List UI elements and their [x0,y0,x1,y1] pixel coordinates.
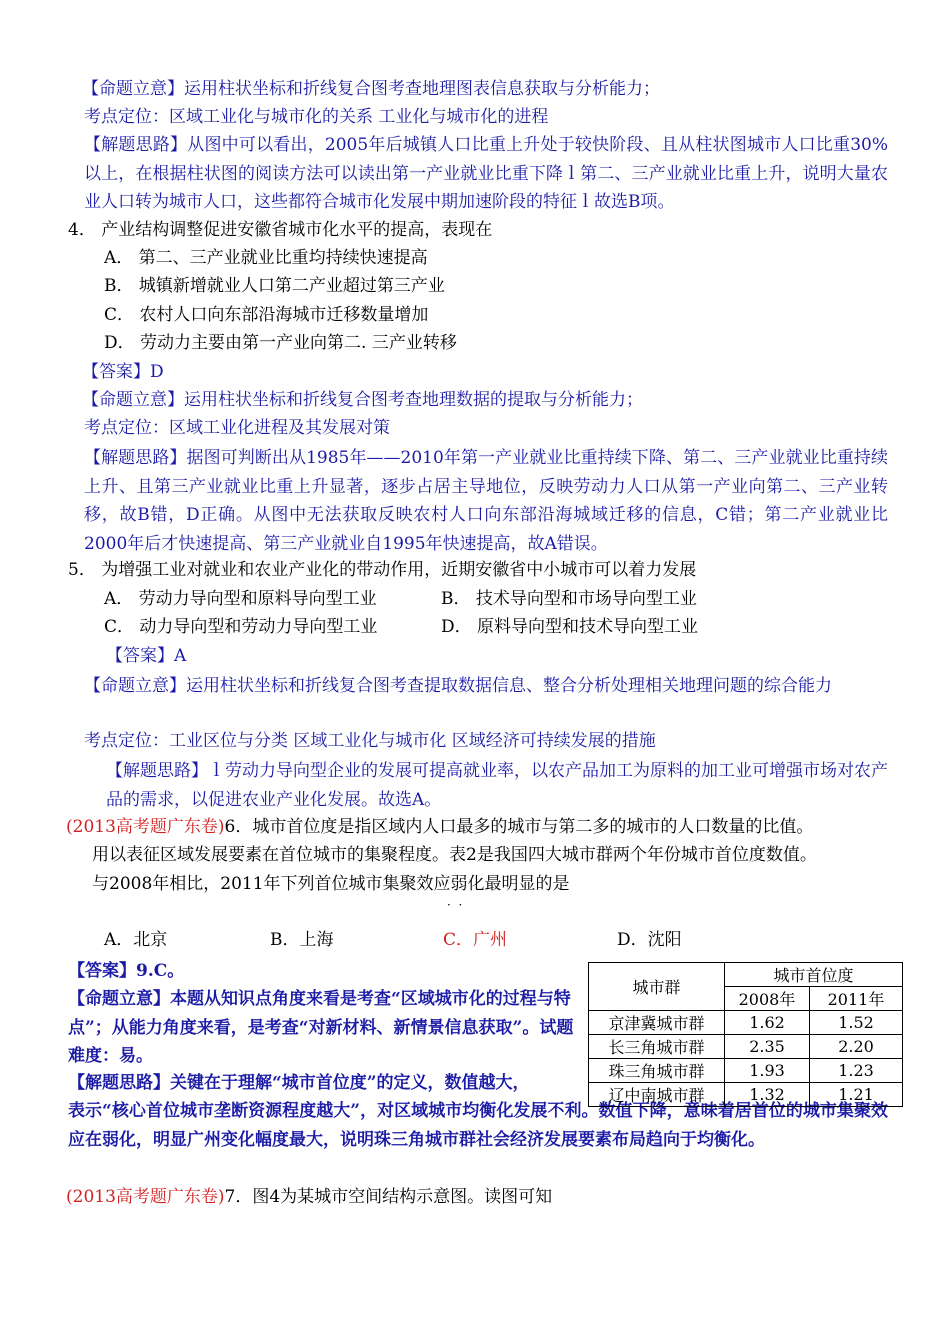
table-cell-name: 长三角城市群 [589,1035,725,1059]
q5-stem: 5． 为增强工业对就业和农业产业化的带动作用，近期安徽省中小城市可以着力发展 [68,560,697,580]
q5-mingti-text: 【命题立意】运用柱状坐标和折线复合图考查提取数据信息、整合分析处理相关地理问题的综合能力 [84,676,832,696]
table-row [589,1059,903,1083]
q5-option-c: C． 动力导向型和劳动力导向型工业 [104,617,378,637]
table-cell-name: 京津冀城市群 [589,1011,725,1035]
q4-silu [68,444,888,558]
q6-silu-b: 表示“核心首位城市垄断资源程度越大”，对区域城市均衡化发展不利。数值下降，意味着居首位的城市集聚效应在弱化，明显广州变化幅度最大，说明珠三角城市群社会经济发展要素布局趋向于均衡化。 [68,1101,888,1150]
table-cell-2008: 1.62 [725,1011,810,1035]
table-row [589,1011,903,1035]
q6-silu-a: 【解题思路】关键在于理解“城市首位度”的定义，数值越大， [68,1073,530,1093]
table-row [589,1035,903,1059]
q6-stem3: 与2008年相比，2011年下列首位城市集聚效应弱化最明显的是 [92,874,570,894]
city-primacy-table [588,962,903,1107]
table-cell-2008: 1.32 [725,1083,810,1107]
q7-source: (2013高考题广东卷) [66,1187,225,1207]
q6-stem1: 6．城市首位度是指区域内人口最多的城市与第二多的城市的人口数量的比值。 [224,817,814,837]
q4-silu-text: 【解题思路】据图可判断出从1985年——2010年第一产业就业比重持续下降、第二、三产业就业比重持续上升、且第三产业就业比重上升显著，逐步占居主导地位，反映劳动力人口从第一产业向第二、三产业转移，故B错，D正确。从图中无法获取反映农村人口向东部沿海城域迁移的信息，C错；第二产业就业比2000年后才快速提高、第三产业就业自1995年快速提高，故A错误。 [84,448,888,554]
q4-option-c: C． 农村人口向东部沿海城市迁移数量增加 [104,305,429,325]
table-cell-name: 辽中南城市群 [589,1083,725,1107]
q6-answer: 【答案】9.C。 [68,961,185,981]
q3-kaodian: 考点定位：区域工业化与城市化的关系 工业化与城市化的进程 [84,107,549,127]
q4-answer: 【答案】D [82,362,164,382]
table-cell-2008: 1.93 [725,1059,810,1083]
q5-option-b: B． 技术导向型和市场导向型工业 [441,589,697,609]
table-row [589,1083,903,1107]
table-cell-2008: 2.35 [725,1035,810,1059]
q6-stem2: 用以表征区域发展要素在首位城市的集聚程度。表2是我国四大城市群两个年份城市首位度数值。 [92,845,817,865]
q3-mingti: 【命题立意】运用柱状坐标和折线复合图考查地理图表信息获取与分析能力； [82,79,660,99]
table-header-group: 城市群 [589,963,725,1011]
q5-answer: 【答案】A [106,646,187,666]
q6-source: (2013高考题广东卷) [66,817,225,837]
table-header-2011: 2011年 [810,987,903,1011]
q5-option-a: A． 劳动力导向型和原料导向型工业 [104,589,377,609]
table-header-main: 城市首位度 [725,963,903,987]
q4-kaodian: 考点定位：区域工业化进程及其发展对策 [84,418,390,438]
q4-option-a: A． 第二、三产业就业比重均持续快速提高 [104,248,428,268]
q6-option-a: A．北京 [104,930,168,950]
q4-mingti: 【命题立意】运用柱状坐标和折线复合图考查地理数据的提取与分析能力； [82,390,643,410]
table-cell-2011: 1.23 [810,1059,903,1083]
table-cell-2011: 1.52 [810,1011,903,1035]
q5-option-d: D． 原料导向型和技术导向型工业 [441,617,699,637]
q6-option-d: D．沈阳 [617,930,682,950]
q7-stem-line [66,1185,552,1209]
emphasis-dots: · · [447,898,463,912]
q5-silu [68,757,888,814]
table-cell-2011: 2.20 [810,1035,903,1059]
table-cell-2011: 1.21 [810,1083,903,1107]
q5-mingti [68,672,888,701]
q5-kaodian: 考点定位：工业区位与分类 区域工业化与城市化 区域经济可持续发展的措施 [84,731,656,751]
q6-stem-line1 [66,815,813,839]
q6-option-b: B．上海 [270,930,334,950]
q4-option-d: D． 劳动力主要由第一产业向第二. 三产业转移 [104,333,457,353]
q3-silu [68,131,888,217]
q6-mingti: 【命题立意】本题从知识点角度来看是考查“区域城市化的过程与特点”；从能力角度来看，是考查“对新材料、新情景信息获取”。试题难度：易。 [68,989,574,1066]
q4-stem: 4． 产业结构调整促进安徽省城市化水平的提高，表现在 [68,220,493,240]
q3-silu-text: 【解题思路】从图中可以看出，2005年后城镇人口比重上升处于较快阶段、且从柱状图城市人口比重30%以上，在根据柱状图的阅读方法可以读出第一产业就业比重下降ｌ第二、三产业就业比重上升，说明大量农业人口转为城市人口，这些都符合城市化发展中期加速阶段的特征ｌ故选B项。 [84,135,888,212]
table-cell-name: 珠三角城市群 [589,1059,725,1083]
q5-silu-text: 【解题思路】ｌ劳动力导向型企业的发展可提高就业率，以农产品加工为原料的加工业可增强市场对农产品的需求，以促进农业产业化发展。故选A。 [106,761,888,810]
q7-stem: 7．图4为某城市空间结构示意图。读图可知 [224,1187,553,1207]
table-header-2008: 2008年 [725,987,810,1011]
q6-option-c: C．广州 [443,930,508,950]
q4-option-b: B． 城镇新增就业人口第二产业超过第三产业 [104,276,445,296]
